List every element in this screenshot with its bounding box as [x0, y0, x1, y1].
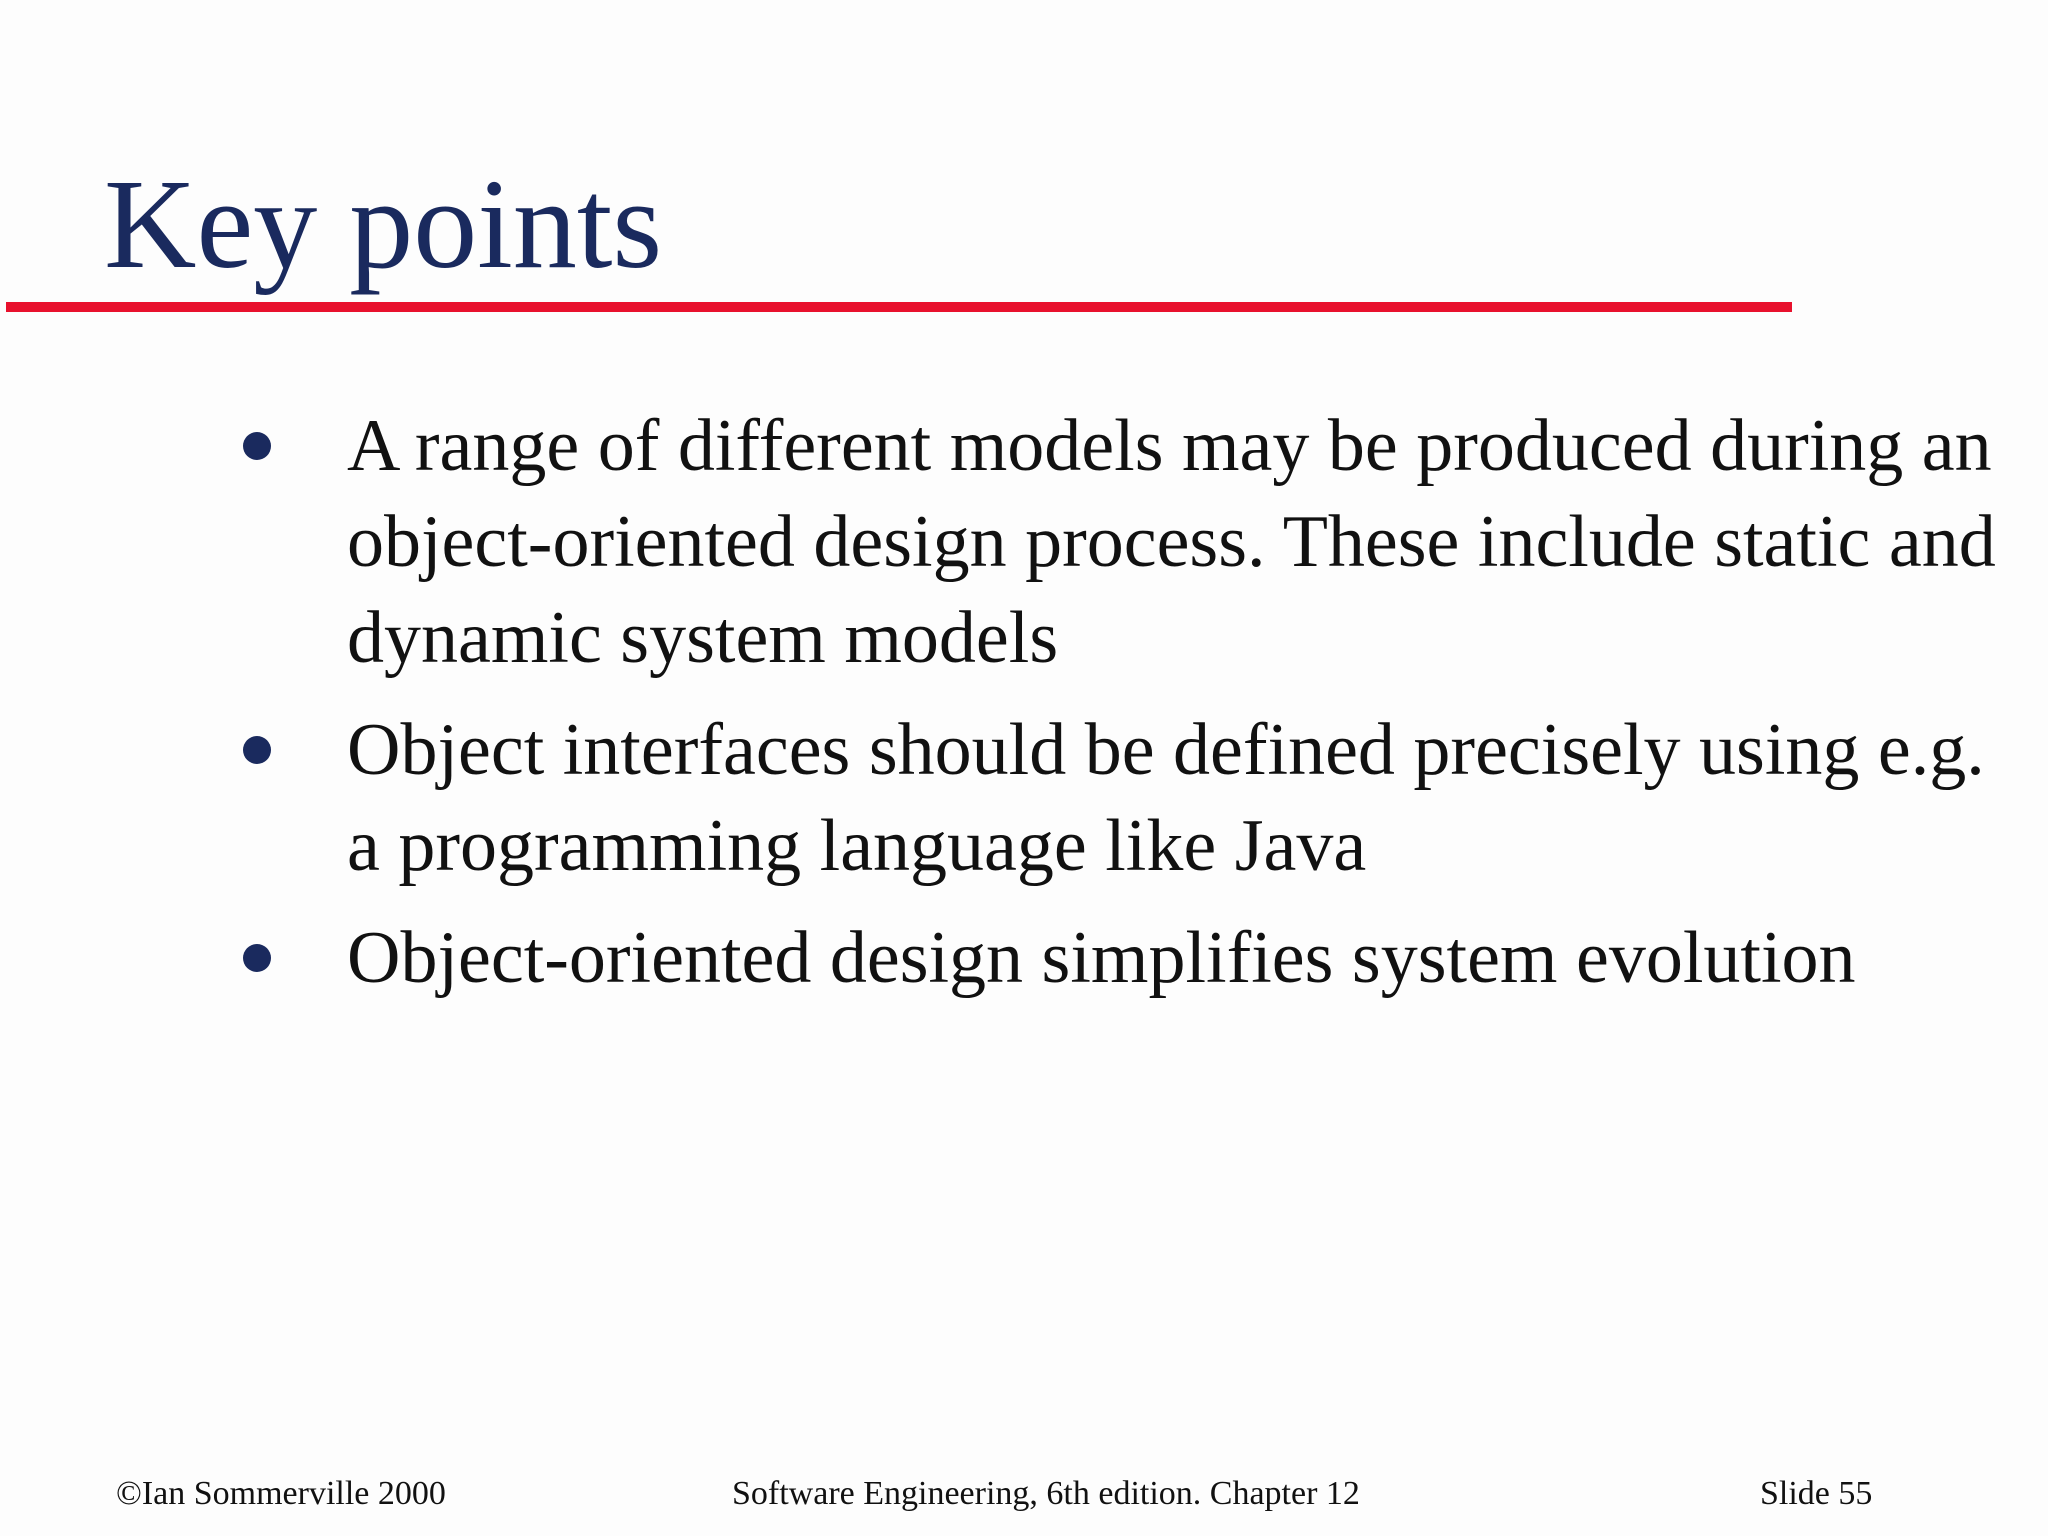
bullet-icon	[243, 944, 271, 972]
footer-copyright: ©Ian Sommerville 2000	[116, 1475, 446, 1512]
footer-slide-number: Slide 55	[1760, 1475, 1873, 1512]
bullet-item	[0, 702, 2027, 894]
bullet-item	[0, 398, 2027, 686]
bullet-text: Object interfaces should be defined precisely using e.g. a programming language like Java	[347, 709, 1985, 887]
bullet-icon	[243, 736, 271, 764]
title-underline	[6, 302, 1792, 312]
slide-title: Key points	[104, 153, 663, 295]
bullet-text: Object-oriented design simplifies system evolution	[347, 917, 1856, 999]
bullet-text: A range of different models may be produced during an object-oriented design process. These include static and dynamic system models	[347, 405, 1996, 679]
bullet-icon	[243, 432, 271, 460]
footer-book-title: Software Engineering, 6th edition. Chapter 12	[732, 1475, 1360, 1512]
bullet-list	[0, 398, 2048, 1022]
bullet-item	[0, 910, 2027, 1006]
